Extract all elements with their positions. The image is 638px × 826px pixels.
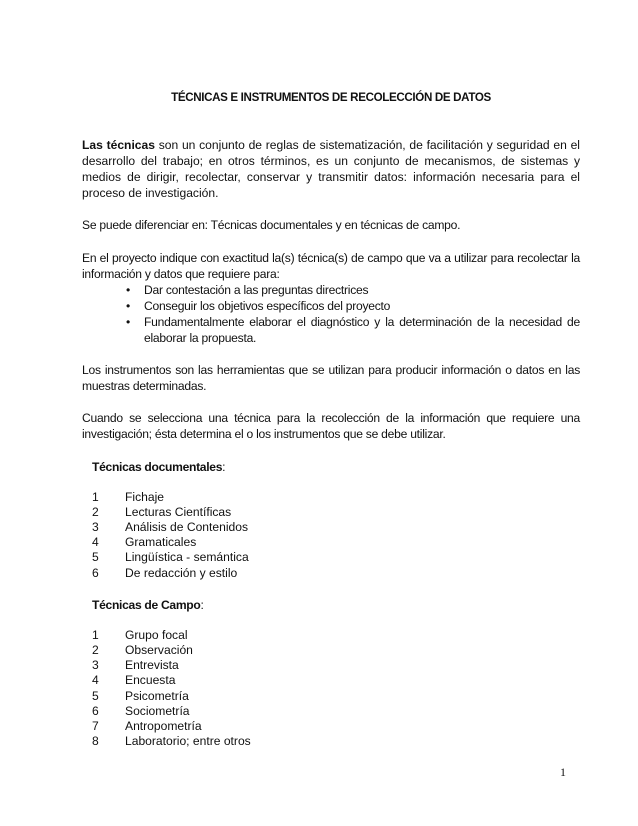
list-item bbox=[92, 673, 580, 688]
list-item-label: Psicometría bbox=[125, 688, 189, 703]
list-item-number: 4 bbox=[92, 673, 99, 688]
list-item-number: 2 bbox=[92, 643, 99, 657]
list-item-number: 1 bbox=[92, 489, 99, 504]
document-title: TÉCNICAS E INSTRUMENTOS DE RECOLECCIÓN DE DATOS bbox=[171, 91, 491, 104]
list-item-label: De redacción y estilo bbox=[125, 565, 238, 580]
list-item-label: Gramaticales bbox=[125, 535, 197, 550]
list-item-number: 6 bbox=[92, 565, 99, 580]
list-item bbox=[92, 643, 580, 658]
list-item bbox=[92, 628, 580, 643]
list-item-label: Fichaje bbox=[125, 489, 164, 504]
list-item bbox=[92, 535, 580, 550]
list-item-label: Sociometría bbox=[125, 703, 190, 718]
intro-text: son un conjunto de reglas de sistematización, de facilitación y seguridad en el desarrollo del trabajo; en otros términos, es un conjunto de mecanismos, de sistemas y medios de dirigir, recolectar, conservar y transmitir datos: información necesaria para el proceso de investigación. bbox=[82, 138, 580, 201]
documentales-list bbox=[92, 490, 580, 581]
list-item bbox=[92, 689, 580, 704]
list-item-label: Análisis de Contenidos bbox=[125, 519, 249, 534]
list-item-number: 2 bbox=[92, 504, 99, 519]
documentales-heading-text: Técnicas documentales bbox=[92, 459, 223, 474]
list-item-number: 6 bbox=[92, 703, 99, 718]
campo-list bbox=[92, 628, 580, 750]
list-item-label: Antropometría bbox=[125, 718, 202, 733]
page-number: 1 bbox=[560, 765, 566, 779]
list-item bbox=[92, 520, 580, 535]
list-item-number: 5 bbox=[92, 550, 99, 565]
list-item-number: 3 bbox=[92, 658, 99, 673]
instruments-paragraph: Los instrumentos son las herramientas que se utilizan para producir información o datos en las muestras determinadas. bbox=[82, 363, 580, 394]
documentales-section bbox=[82, 459, 580, 581]
list-item-label: Laboratorio; entre otros bbox=[125, 734, 251, 749]
list-item-number: 8 bbox=[92, 734, 99, 749]
differentiate-paragraph: Se puede diferenciar en: Técnicas documentales y en técnicas de campo. bbox=[82, 218, 461, 233]
campo-heading bbox=[92, 597, 580, 613]
list-item-number: 3 bbox=[92, 519, 99, 534]
list-item bbox=[92, 719, 580, 734]
list-item-label: Entrevista bbox=[125, 658, 179, 673]
list-item-label: Grupo focal bbox=[125, 627, 188, 642]
objectives-list bbox=[82, 282, 580, 346]
list-item bbox=[92, 734, 580, 749]
list-item-label: Lecturas Científicas bbox=[125, 504, 232, 519]
objective-item: • Conseguir los objetivos específicos del proyecto bbox=[82, 298, 580, 314]
intro-term: Las técnicas bbox=[82, 138, 155, 153]
objective-item: • Fundamentalmente elaborar el diagnóstico y la determinación de la necesidad de elaborar la propuesta. bbox=[82, 314, 580, 346]
list-item bbox=[92, 490, 580, 505]
list-item bbox=[92, 505, 580, 520]
list-item-label: Lingüística - semántica bbox=[125, 550, 249, 565]
campo-heading-colon: : bbox=[200, 597, 204, 612]
intro-paragraph bbox=[82, 137, 580, 201]
campo-heading-text: Técnicas de Campo bbox=[92, 597, 201, 612]
selection-paragraph: Cuando se selecciona una técnica para la recolección de la información que requiere una investigación; ésta determina el o los instrumentos que se debe utilizar. bbox=[82, 411, 580, 442]
list-item-label: Observación bbox=[125, 643, 193, 657]
list-item bbox=[92, 550, 580, 565]
documentales-heading bbox=[92, 459, 580, 475]
list-item bbox=[92, 658, 580, 673]
list-item bbox=[92, 566, 580, 581]
project-paragraph: En el proyecto indique con exactitud la(s) técnica(s) de campo que va a utilizar para recolectar la información y datos que requiere para: bbox=[82, 250, 580, 281]
list-item-number: 1 bbox=[92, 627, 99, 642]
list-item-number: 4 bbox=[92, 535, 99, 550]
list-item bbox=[92, 704, 580, 719]
list-item-number: 7 bbox=[92, 718, 99, 733]
list-item-label: Encuesta bbox=[125, 673, 176, 688]
list-item-number: 5 bbox=[92, 688, 99, 703]
campo-section bbox=[82, 597, 580, 750]
documentales-heading-colon: : bbox=[222, 459, 226, 474]
objective-item: • Dar contestación a las preguntas directrices bbox=[82, 282, 580, 298]
